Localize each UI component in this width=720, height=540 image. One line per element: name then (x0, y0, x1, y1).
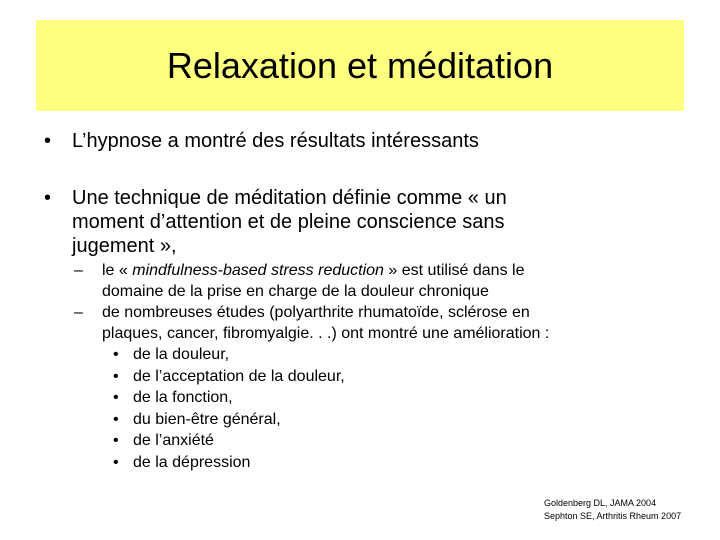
subpoint-studies (74, 302, 550, 344)
subpoint-text-suffix: » est utilisé dans le (383, 262, 525, 279)
list-item: • de la dépression (133, 452, 345, 474)
bullet-icon: • (44, 187, 52, 209)
list-item: • de l’acceptation de la douleur, (133, 366, 345, 388)
subpoint-mbsr (74, 260, 525, 302)
subpoint-text-prefix: le « (102, 262, 133, 279)
reference-item: Goldenberg DL, JAMA 2004 (544, 498, 657, 508)
bullet-text-line: jugement », (72, 235, 177, 257)
list-item: • du bien-être général, (133, 409, 345, 431)
slide-title: Relaxation et méditation (166, 44, 554, 86)
bullet-icon: • (113, 367, 119, 385)
list-item: • de la fonction, (133, 387, 345, 409)
dash-icon: – (74, 262, 83, 279)
bullet-point-hypnosis (44, 129, 479, 153)
subpoint-text-line: plaques, cancer, fibromyalgie. . .) ont montré une amélioration : (102, 325, 550, 342)
list-item: • de l’anxiété (133, 430, 345, 452)
bullet-icon: • (113, 453, 119, 471)
subpoint-text-line: domaine de la prise en charge de la douleur chronique (102, 283, 489, 300)
bullet-icon: • (44, 130, 52, 152)
improvement-list (113, 344, 345, 473)
list-item: • de la douleur, (133, 344, 345, 366)
bullet-icon: • (113, 389, 119, 406)
bullet-point-meditation (44, 186, 507, 258)
dash-icon: – (74, 304, 83, 321)
subpoint-text-line: de nombreuses études (polyarthrite rhumatoïde, sclérose en (102, 304, 530, 321)
reference-item: Sephton SE, Arthritis Rheum 2007 (544, 511, 682, 521)
bullet-text-line: moment d’attention et de pleine conscience sans (72, 211, 505, 233)
bullet-icon: • (113, 410, 119, 428)
bullet-text: L’hypnose a montré des résultats intéressants (72, 130, 479, 152)
bullet-text-line: Une technique de méditation définie comme « un (72, 187, 507, 209)
references (544, 497, 681, 523)
subpoint-italic-text: mindfulness-based stress reduction (132, 262, 384, 279)
bullet-icon: • (113, 346, 119, 363)
bullet-icon: • (113, 432, 119, 449)
title-banner (36, 20, 684, 111)
